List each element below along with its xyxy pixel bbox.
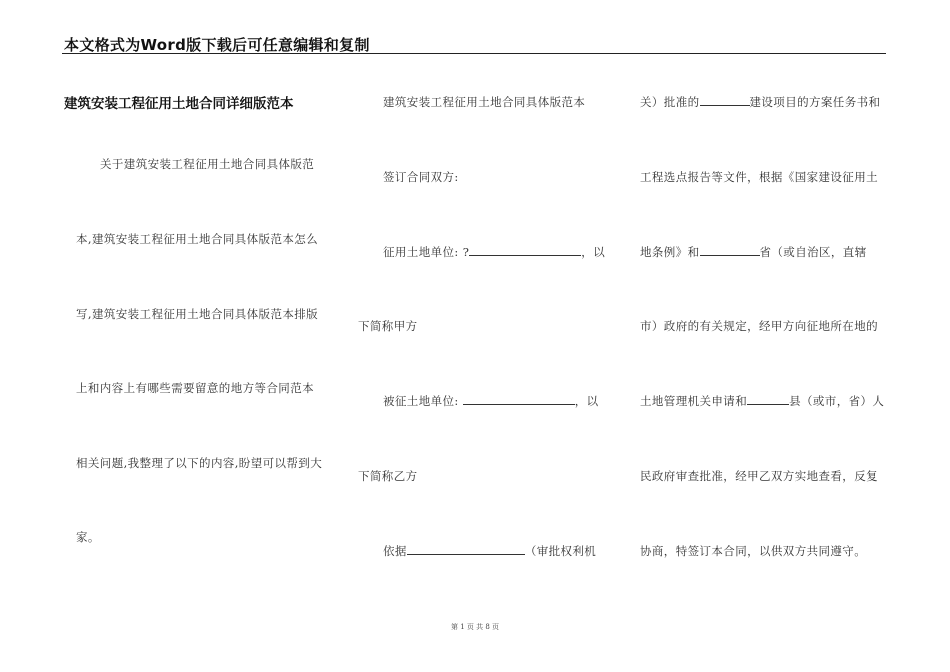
fill-blank	[700, 94, 750, 106]
body-line: 下简称乙方	[358, 469, 418, 483]
label-text: 土地管理机关申请和	[640, 394, 748, 408]
body-line	[383, 543, 596, 559]
fill-blank	[463, 393, 575, 405]
label-text: 征用土地单位: ?	[383, 245, 470, 259]
label-text: 省（或自治区，直辖	[759, 245, 867, 259]
body-line: 工程选点报告等文件，根据《国家建设征用土	[640, 170, 878, 184]
body-line	[383, 393, 599, 409]
body-line	[640, 393, 884, 409]
body-line: 民政府审查批准，经甲乙双方实地查看，反复	[640, 469, 878, 483]
document-title: 建筑安装工程征用土地合同详细版范本	[64, 96, 294, 112]
body-line: 市）政府的有关规定，经甲方向征地所在地的	[640, 319, 878, 333]
body-line	[640, 94, 880, 110]
fill-blank	[407, 543, 525, 555]
fill-blank	[700, 244, 760, 256]
body-line: 家。	[76, 530, 100, 544]
label-text: 县（或市，省）人	[789, 394, 885, 408]
label-text: ，以	[574, 394, 599, 408]
body-line: 相关问题,我整理了以下的内容,盼望可以帮到大	[76, 456, 323, 470]
label-text: ，以	[581, 245, 606, 259]
page-footer: 第 1 页 共 8 页	[450, 623, 500, 631]
label-text: 依据	[383, 544, 407, 558]
header-rule	[62, 53, 886, 54]
body-line: 签订合同双方:	[383, 170, 459, 184]
label-text: 地条例》和	[640, 245, 700, 259]
body-line: 上和内容上有哪些需要留意的地方等合同范本	[76, 381, 314, 395]
body-line: 关于建筑安装工程征用土地合同具体版范	[100, 157, 315, 171]
label-text: （审批权利机	[524, 544, 597, 558]
body-line: 写,建筑安装工程征用土地合同具体版范本排版	[76, 307, 319, 321]
fill-blank	[469, 244, 581, 256]
page-header-title: 本文格式为Word版下载后可任意编辑和复制	[64, 36, 370, 54]
label-text: 被征土地单位:	[383, 394, 463, 408]
fill-blank	[747, 393, 789, 405]
body-line: 协商，特签订本合同，以供双方共同遵守。	[640, 544, 867, 558]
body-line	[640, 244, 867, 260]
body-line: 建筑安装工程征用土地合同具体版范本	[383, 95, 586, 109]
body-line: 下简称甲方	[358, 319, 418, 333]
label-text: 关）批准的	[640, 95, 700, 109]
body-line: 本,建筑安装工程征用土地合同具体版范本怎么	[76, 232, 319, 246]
label-text: 建设项目的方案任务书和	[749, 95, 881, 109]
body-line	[383, 244, 605, 260]
